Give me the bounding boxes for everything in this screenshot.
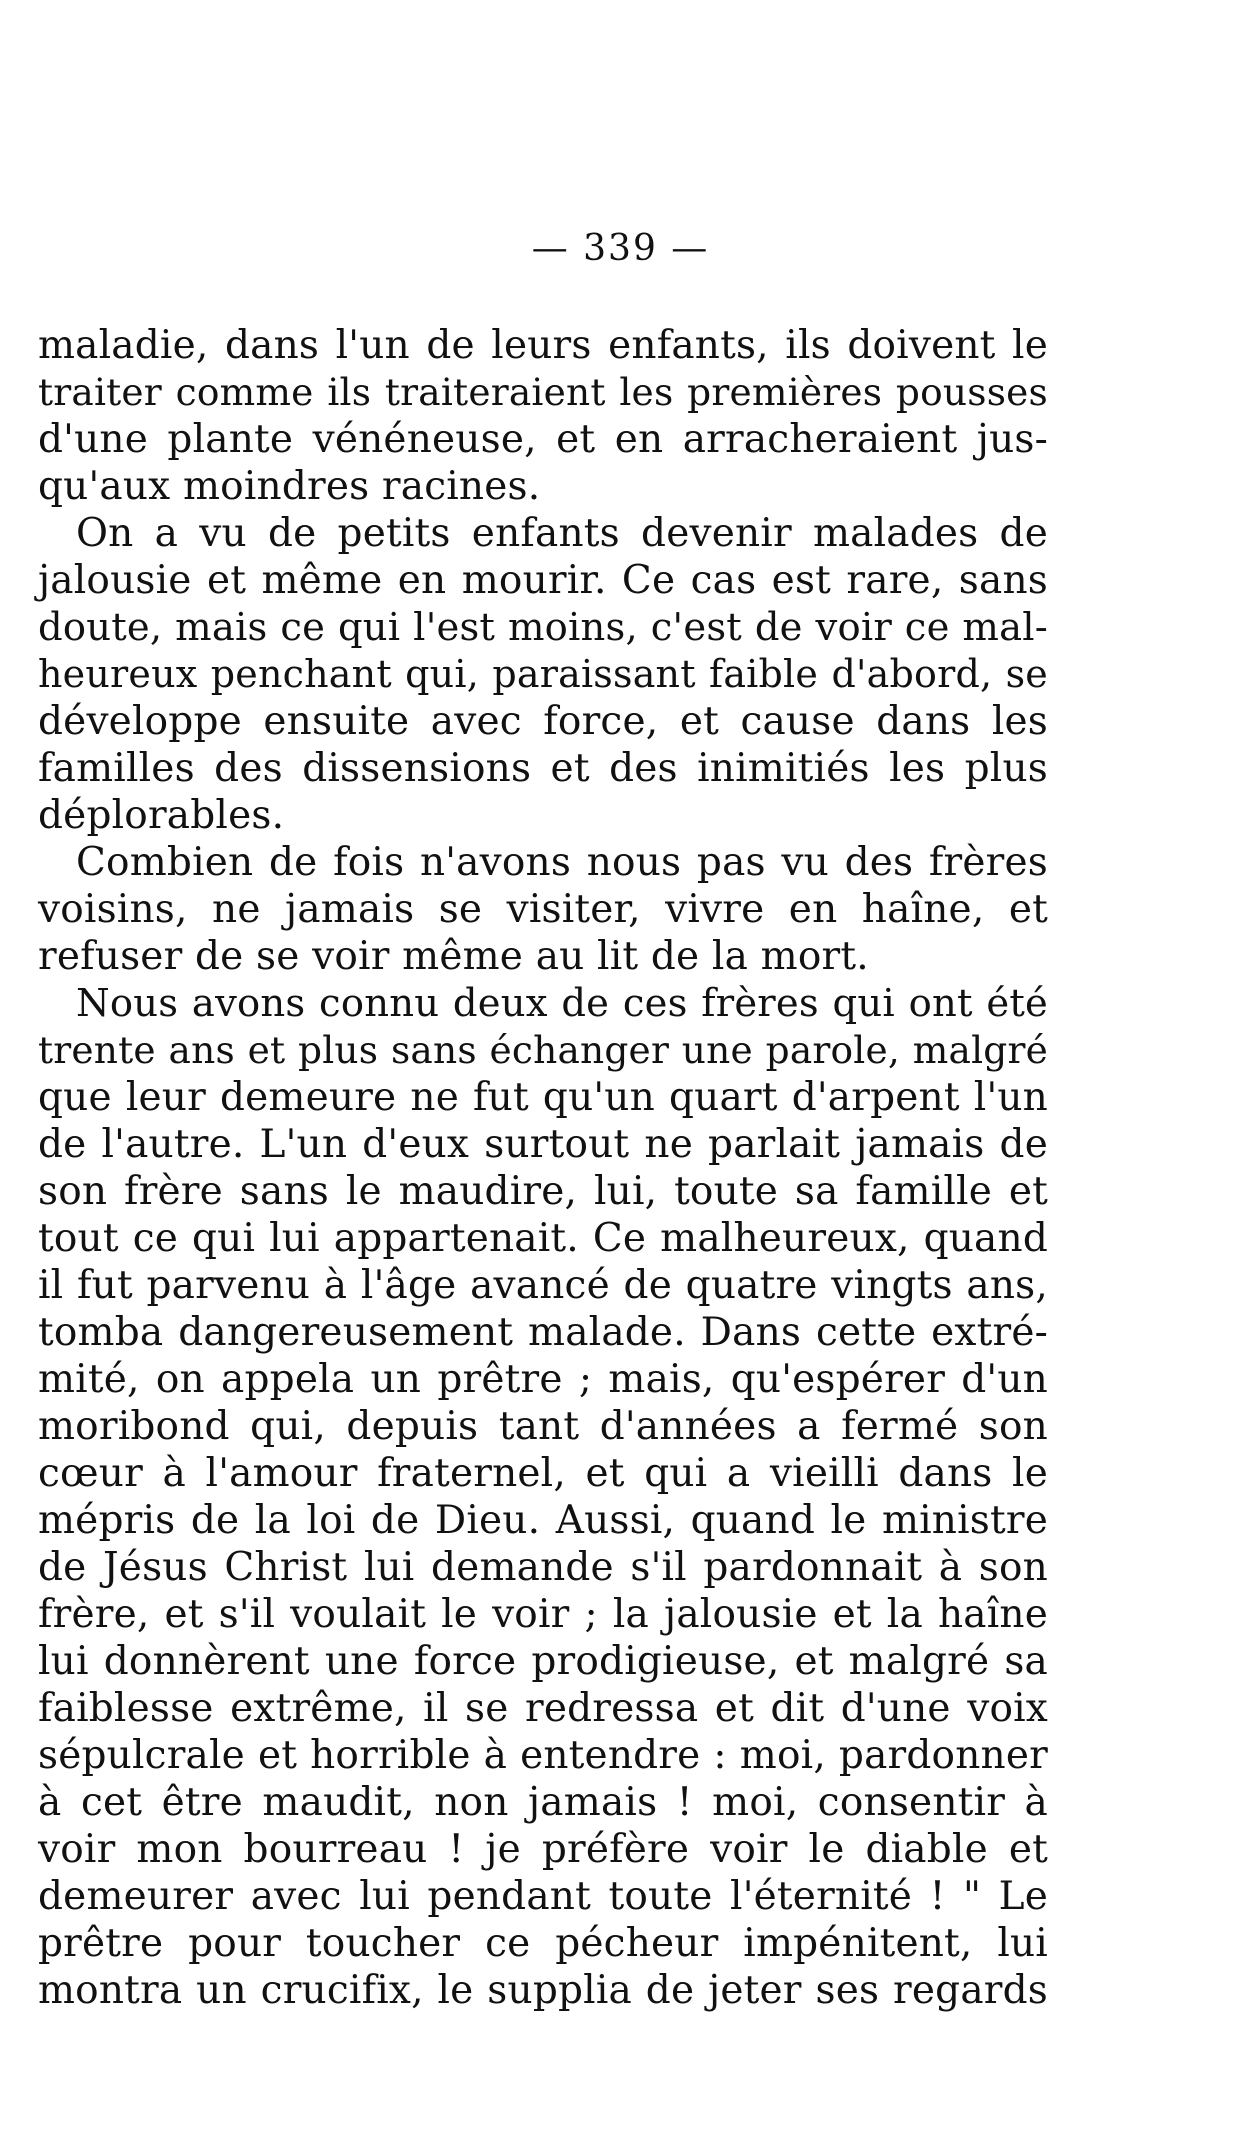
text-body — [38, 322, 1048, 2014]
text-line: à cet être maudit, non jamais ! moi, consentir à — [38, 1780, 1048, 1825]
text-line: On a vu de petits enfants devenir malades de — [76, 511, 1048, 556]
text-line: heureux penchant qui, paraissant faible d'abord, se — [38, 652, 1048, 696]
text-line: déplorables. — [38, 793, 285, 838]
text-line: d'une plante vénéneuse, et en arracheraient jus- — [38, 417, 1048, 462]
text-line: sépulcrale et horrible à entendre : moi, pardonner — [38, 1733, 1048, 1778]
text-line: qu'aux moindres racines. — [38, 464, 541, 509]
text-line: demeurer avec lui pendant toute l'éternité ! " Le — [38, 1874, 1048, 1919]
text-line: trente ans et plus sans échanger une parole, malgré — [38, 1028, 1048, 1072]
text-line: que leur demeure ne fut qu'un quart d'arpent l'un — [38, 1075, 1048, 1120]
text-line: prêtre pour toucher ce pécheur impénitent, lui — [38, 1921, 1048, 1966]
text-line: tout ce qui lui appartenait. Ce malheureux, quand — [38, 1216, 1048, 1261]
text-line: lui donnèrent une force prodigieuse, et malgré sa — [38, 1639, 1048, 1684]
text-line: de l'autre. L'un d'eux surtout ne parlait jamais de — [38, 1122, 1048, 1167]
text-line: montra un crucifix, le supplia de jeter ses regards — [38, 1968, 1048, 2013]
text-line: voisins, ne jamais se visiter, vivre en haîne, et — [38, 887, 1048, 932]
text-line: il fut parvenu à l'âge avancé de quatre vingts ans, — [38, 1263, 1048, 1308]
text-line: frère, et s'il voulait le voir ; la jalousie et la haîne — [38, 1592, 1048, 1637]
page-number: — 339 — — [531, 228, 710, 269]
text-line: voir mon bourreau ! je préfère voir le diable et — [38, 1827, 1048, 1872]
text-line: mité, on appela un prêtre ; mais, qu'espérer d'un — [38, 1357, 1048, 1402]
text-line: tomba dangereusement malade. Dans cette extré- — [38, 1310, 1048, 1355]
text-line: son frère sans le maudire, lui, toute sa famille et — [38, 1169, 1048, 1214]
text-line: jalousie et même en mourir. Ce cas est rare, sans — [38, 558, 1048, 603]
text-line: faiblesse extrême, il se redressa et dit d'une voix — [38, 1686, 1048, 1731]
text-line: Nous avons connu deux de ces frères qui ont été — [76, 981, 1048, 1026]
text-line: Combien de fois n'avons nous pas vu des frères — [76, 840, 1048, 885]
text-line: familles des dissensions et des inimitiés les plus — [38, 746, 1048, 791]
text-line: développe ensuite avec force, et cause dans les — [38, 699, 1048, 744]
text-line: maladie, dans l'un de leurs enfants, ils doivent le — [38, 323, 1048, 368]
text-line: cœur à l'amour fraternel, et qui a vieilli dans le — [38, 1451, 1048, 1496]
text-line: moribond qui, depuis tant d'années a fermé son — [38, 1404, 1048, 1449]
text-line: doute, mais ce qui l'est moins, c'est de voir ce mal- — [38, 605, 1048, 650]
text-line: traiter comme ils traiteraient les premières pousses — [38, 370, 1048, 414]
text-line: mépris de la loi de Dieu. Aussi, quand le ministre — [38, 1498, 1048, 1543]
text-line: refuser de se voir même au lit de la mort. — [38, 934, 869, 979]
text-line: de Jésus Christ lui demande s'il pardonnait à son — [38, 1545, 1048, 1590]
